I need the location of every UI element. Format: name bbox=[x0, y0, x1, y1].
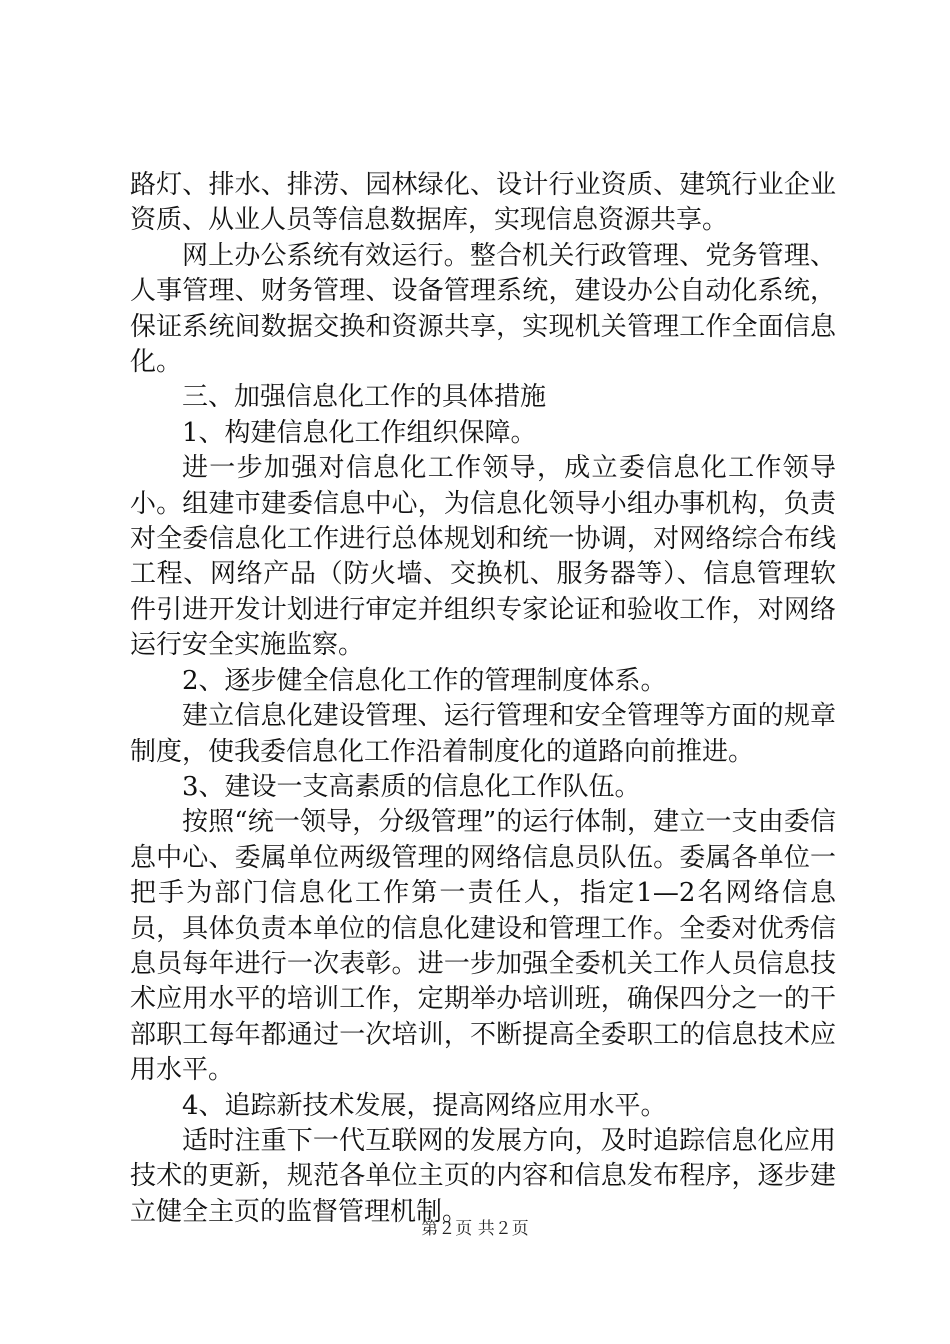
section-heading-measures: 三、加强信息化工作的具体措施 bbox=[182, 382, 547, 413]
paragraph-organization: 进一步加强对信息化工作领导，成立委信息化工作领导小。组建市建委信息中心，为信息化领导小组办事机构，负责对全委信息化工作进行总体规划和统一协调，对网络综合布线工程、网络产品（防火墙、交换机、服务器等）、信息管理软件引进开发计划进行审定并组织专家论证和验收工作，对网络运行安全实施监察。 bbox=[130, 453, 836, 661]
page-number-footer: 第２页 共２页 bbox=[421, 1219, 529, 1239]
subheading-4: 4、追踪新技术发展，提高网络应用水平。 bbox=[182, 1090, 667, 1121]
subheading-1: 1、构建信息化工作组织保障。 bbox=[182, 417, 537, 448]
paragraph-office-system: 网上办公系统有效运行。整合机关行政管理、党务管理、人事管理、财务管理、设备管理系统，建设办公自动化系统，保证系统间数据交换和资源共享，实现机关管理工作全面信息化。 bbox=[130, 240, 836, 378]
paragraph-regulations: 建立信息化建设管理、运行管理和安全管理等方面的规章制度，使我委信息化工作沿着制度化的道路向前推进。 bbox=[130, 701, 836, 767]
paragraph-team: 按照“统一领导，分级管理”的运行体制，建立一支由委信息中心、委属单位两级管理的网络信息员队伍。委属各单位一把手为部门信息化工作第一责任人，指定1—2名网络信息员，具体负责本单位的信息化建设和管理工作。全委对优秀信息员每年进行一次表彰。进一步加强全委机关工作人员信息技术应用水平的培训工作，定期举办培训班，确保四分之一的干部职工每年都通过一次培训，不断提高全委职工的信息技术应用水平。 bbox=[130, 807, 836, 1086]
subheading-3: 3、建设一支高素质的信息化工作队伍。 bbox=[182, 771, 641, 802]
paragraph-new-tech: 适时注重下一代互联网的发展方向，及时追踪信息化应用技术的更新，规范各单位主页的内容和信息发布程序，逐步建立健全主页的监督管理机制。 bbox=[130, 1125, 836, 1227]
document-body bbox=[130, 168, 836, 1230]
subheading-2: 2、逐步健全信息化工作的管理制度体系。 bbox=[182, 665, 667, 696]
paragraph-continuation: 路灯、排水、排涝、园林绿化、设计行业资质、建筑行业企业资质、从业人员等信息数据库，实现信息资源共享。 bbox=[130, 170, 836, 236]
